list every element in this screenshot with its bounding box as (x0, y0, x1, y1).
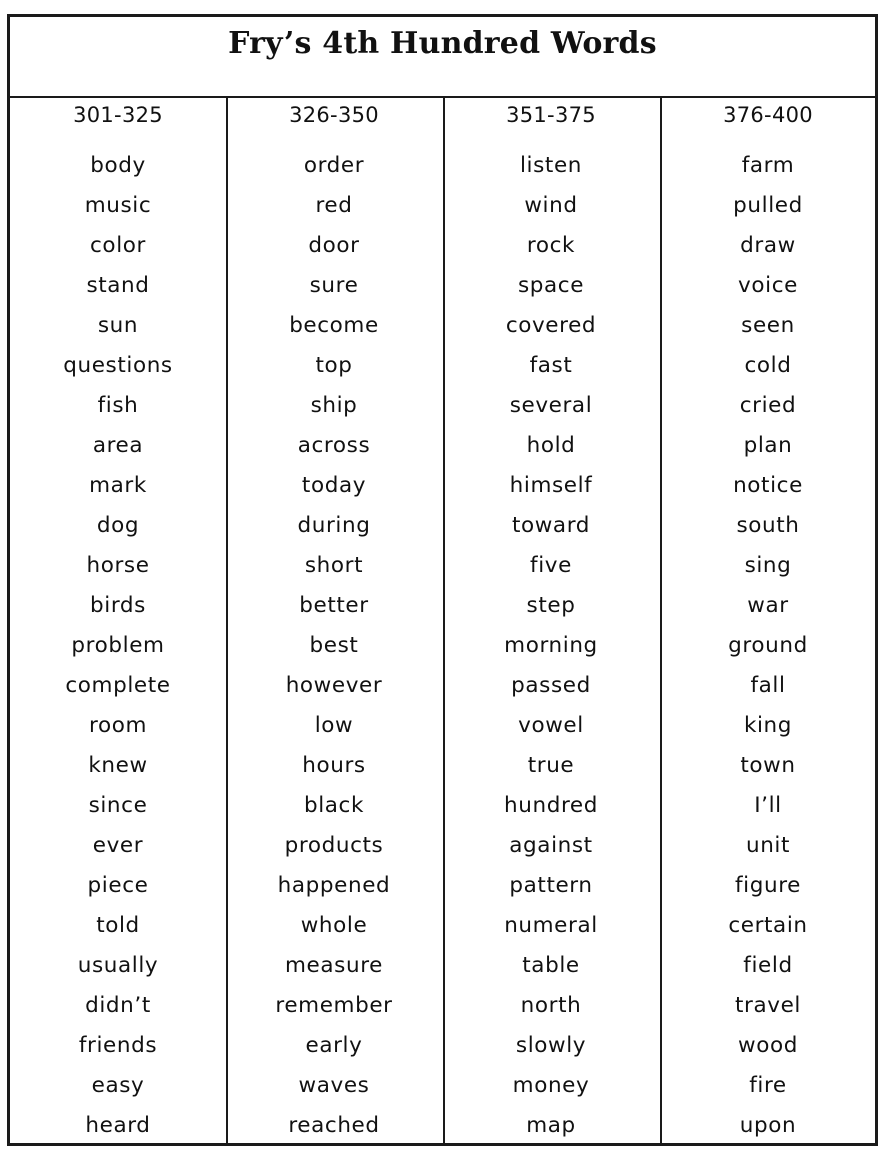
word-cell: fish (97, 393, 139, 418)
word-cell: wind (524, 193, 578, 218)
word-cell: hold (526, 433, 576, 458)
word-cell: ship (310, 393, 358, 418)
word-cell: covered (505, 313, 597, 338)
word-cell: several (509, 393, 593, 418)
word-cell: certain (728, 913, 808, 938)
word-cell: hours (302, 753, 366, 778)
word-cell: listen (519, 153, 583, 178)
word-cell: voice (738, 273, 798, 298)
column-range-header: 376-400 (723, 103, 813, 127)
word-cell: pulled (733, 193, 803, 218)
word-cell: morning (504, 633, 598, 658)
word-cell: remember (275, 993, 393, 1018)
column-divider (660, 98, 662, 1143)
word-cell: during (297, 513, 371, 538)
word-cell: king (743, 713, 793, 738)
word-cell: wood (738, 1033, 798, 1058)
word-cell: birds (90, 593, 146, 618)
word-cell: cold (744, 353, 792, 378)
word-cell: horse (86, 553, 150, 578)
word-cell: table (522, 953, 580, 978)
word-cell: told (96, 913, 140, 938)
word-cell: field (743, 953, 793, 978)
word-cell: red (315, 193, 353, 218)
word-cell: waves (298, 1073, 370, 1098)
word-cell: better (299, 593, 369, 618)
word-cell: numeral (504, 913, 598, 938)
word-cell: town (740, 753, 796, 778)
word-column-326-350 (226, 98, 442, 1143)
word-cell: heard (85, 1113, 151, 1138)
word-cell: happened (277, 873, 391, 898)
word-cell: piece (87, 873, 149, 898)
word-cell: today (301, 473, 367, 498)
word-column-301-325 (10, 98, 226, 1143)
page-title: Fry’s 4th Hundred Words (228, 26, 657, 61)
word-cell: north (520, 993, 582, 1018)
word-cell: become (289, 313, 379, 338)
word-list-sheet (7, 14, 878, 1146)
word-cell: notice (733, 473, 803, 498)
word-cell: across (297, 433, 371, 458)
word-cell: fast (529, 353, 573, 378)
word-cell: figure (734, 873, 801, 898)
word-columns (10, 98, 875, 1143)
word-cell: complete (65, 673, 171, 698)
column-range-header: 351-375 (506, 103, 596, 127)
word-cell: toward (511, 513, 591, 538)
word-cell: order (303, 153, 365, 178)
word-cell: questions (63, 353, 173, 378)
word-cell: easy (91, 1073, 145, 1098)
word-cell: map (526, 1113, 576, 1138)
word-cell: cried (739, 393, 797, 418)
word-cell: draw (740, 233, 796, 258)
word-cell: dog (96, 513, 140, 538)
word-cell: didn’t (85, 993, 151, 1018)
word-cell: travel (735, 993, 801, 1018)
word-cell: fire (749, 1073, 787, 1098)
word-cell: rock (526, 233, 576, 258)
word-cell: unit (745, 833, 791, 858)
word-cell: body (90, 153, 146, 178)
word-cell: himself (509, 473, 593, 498)
word-cell: against (509, 833, 593, 858)
column-divider (226, 98, 228, 1143)
word-cell: space (517, 273, 585, 298)
column-range-header: 326-350 (289, 103, 379, 127)
word-cell: passed (511, 673, 591, 698)
word-cell: early (305, 1033, 363, 1058)
word-cell: mark (89, 473, 147, 498)
column-divider (443, 98, 445, 1143)
word-cell: I’ll (754, 793, 782, 818)
word-cell: seen (741, 313, 795, 338)
word-cell: true (527, 753, 575, 778)
word-cell: sure (309, 273, 359, 298)
word-cell: pattern (509, 873, 593, 898)
word-cell: stand (86, 273, 150, 298)
word-cell: ground (728, 633, 808, 658)
title-box (10, 17, 875, 98)
word-cell: products (284, 833, 384, 858)
word-cell: door (308, 233, 360, 258)
word-cell: however (285, 673, 383, 698)
word-cell: room (88, 713, 148, 738)
word-cell: problem (71, 633, 165, 658)
word-cell: top (315, 353, 353, 378)
word-cell: low (314, 713, 354, 738)
word-column-351-375 (443, 98, 659, 1143)
word-cell: music (84, 193, 152, 218)
word-cell: upon (739, 1113, 797, 1138)
word-cell: south (736, 513, 800, 538)
word-cell: step (526, 593, 576, 618)
word-cell: since (88, 793, 148, 818)
word-cell: usually (77, 953, 159, 978)
word-cell: color (90, 233, 146, 258)
word-cell: sun (97, 313, 139, 338)
word-cell: fall (750, 673, 786, 698)
word-cell: short (304, 553, 364, 578)
column-range-header: 301-325 (73, 103, 163, 127)
word-cell: whole (300, 913, 368, 938)
word-cell: money (512, 1073, 590, 1098)
word-cell: vowel (518, 713, 584, 738)
word-cell: war (747, 593, 789, 618)
word-cell: knew (88, 753, 148, 778)
word-cell: farm (741, 153, 795, 178)
word-cell: slowly (515, 1033, 587, 1058)
word-cell: reached (288, 1113, 380, 1138)
word-column-376-400 (660, 98, 876, 1143)
word-cell: best (309, 633, 359, 658)
word-cell: five (530, 553, 572, 578)
word-cell: measure (285, 953, 383, 978)
word-cell: friends (78, 1033, 158, 1058)
word-cell: area (92, 433, 144, 458)
word-cell: plan (743, 433, 793, 458)
word-cell: sing (744, 553, 792, 578)
word-cell: black (303, 793, 365, 818)
word-cell: ever (92, 833, 144, 858)
word-cell: hundred (504, 793, 598, 818)
